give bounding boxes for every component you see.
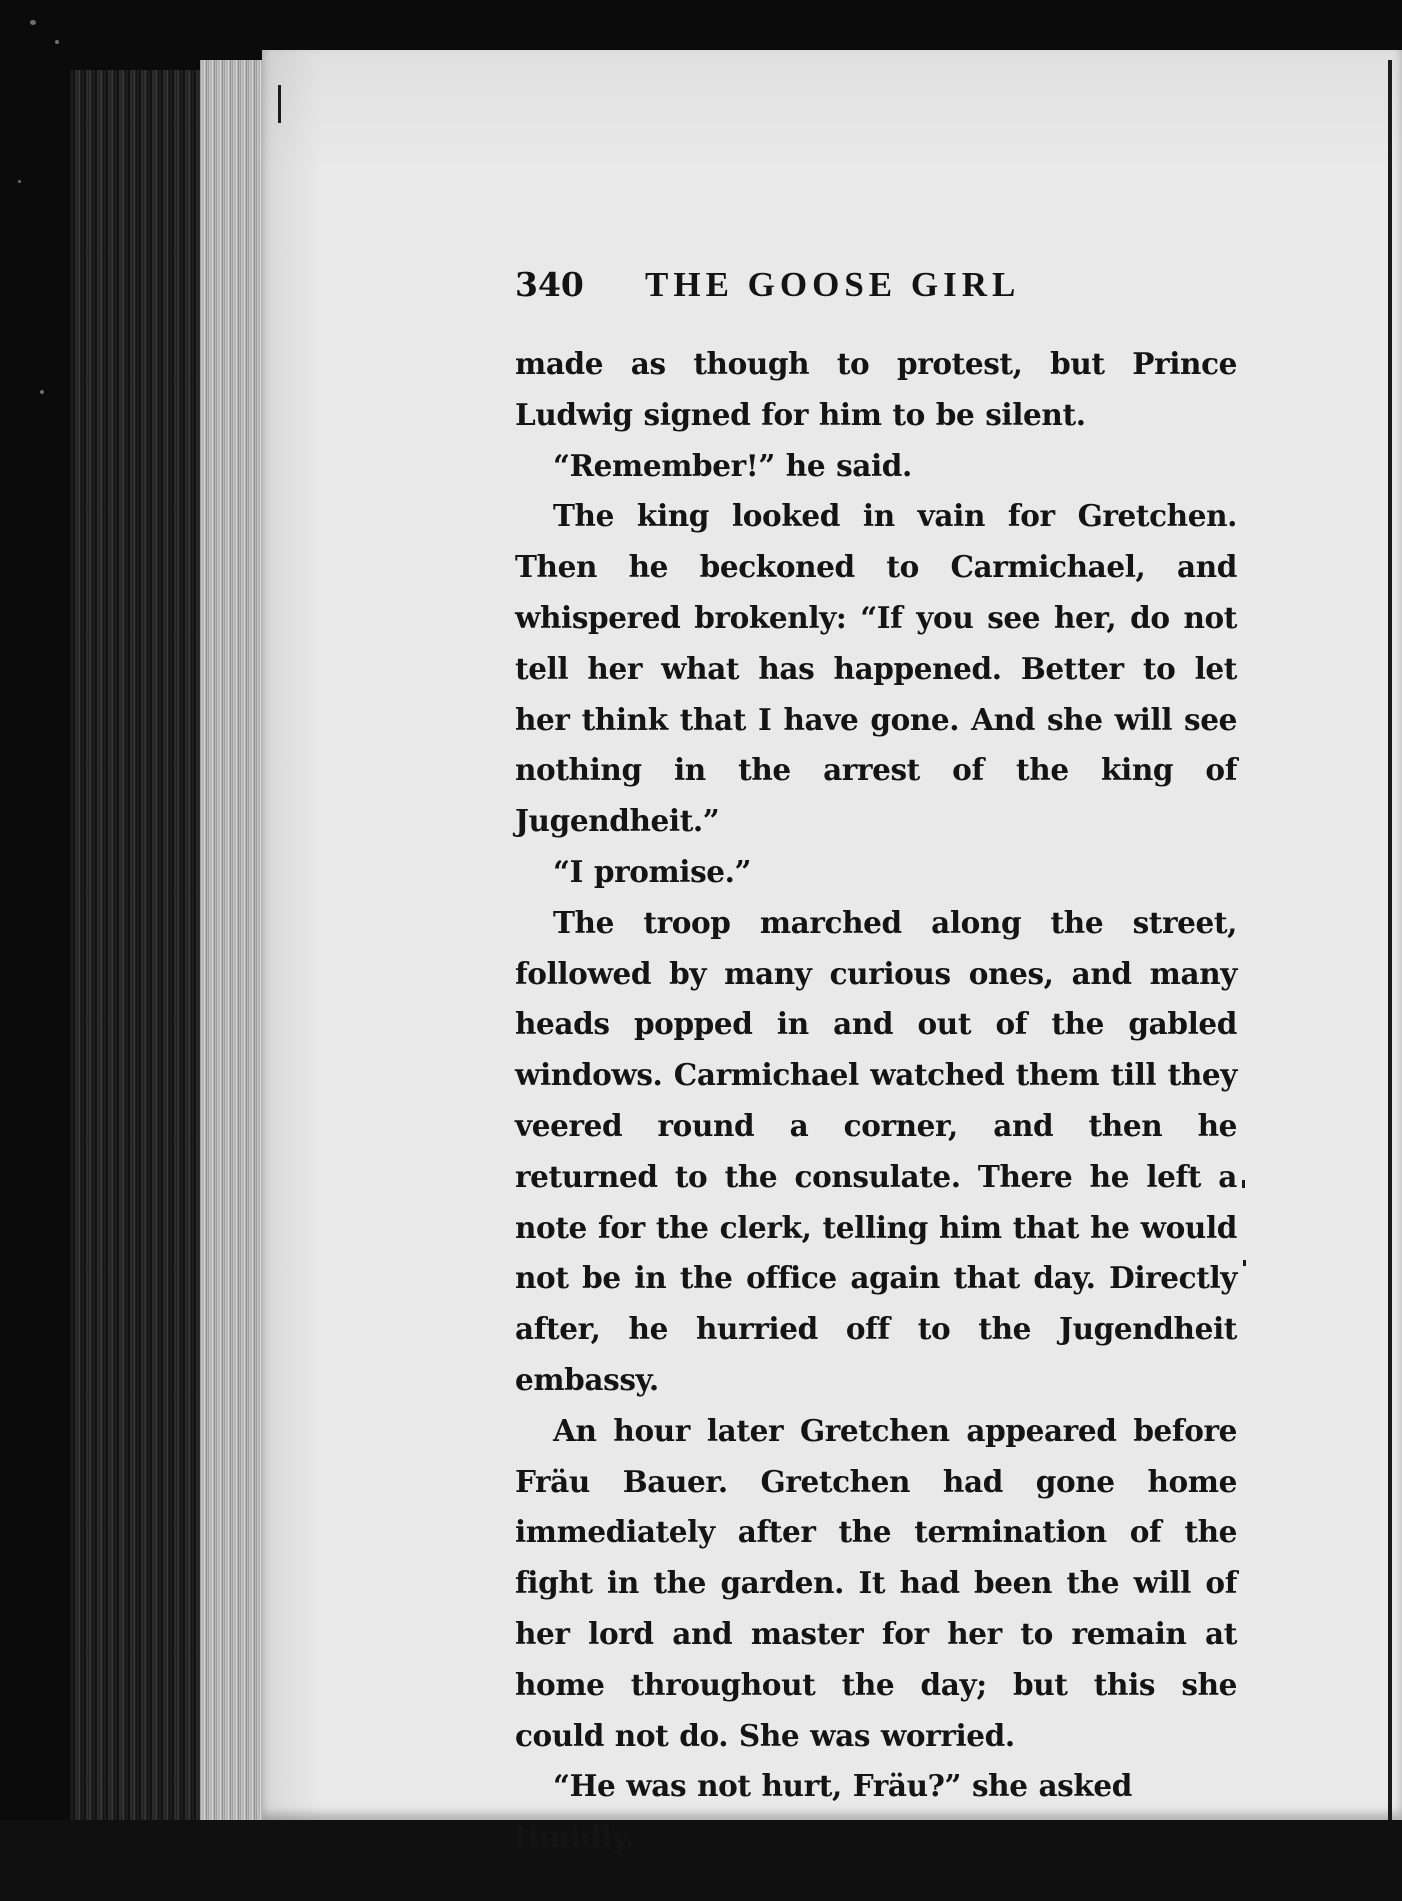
margin-mark (1243, 1260, 1246, 1266)
page-text-block (515, 265, 1237, 1863)
paragraph-king-looked: The king looked in vain for Gretchen. Then he beckoned to Carmichael, and whispered brokenly: “If you see her, do not tell her what has happened. Better to let her think that I have gone. And she will see nothing in the arrest of the king of Jugendheit.” (515, 498, 1237, 839)
margin-mark (278, 85, 281, 123)
paragraph-remember: “Remember!” he said. (553, 447, 912, 483)
paragraph-troop-marched: The troop marched along the street, followed by many curious ones, and many heads popped in and out of the gabled windows. Carmichael watched them till they veered round a corner, and then he returned to the consulate. There he left a note for the clerk, telling him that he would not be in the office again that day. Directly after, he hurried off to the Jugendheit embassy. (515, 904, 1237, 1397)
page-number: 340 (515, 265, 584, 304)
margin-mark (1242, 1180, 1245, 1188)
scan-speck (55, 40, 59, 44)
page-right-rim (1388, 60, 1392, 1820)
paragraph-not-hurt: “He was not hurt, Fräu?” she asked timidly. (515, 1768, 1133, 1855)
paragraph-continuation: made as though to protest, but Prince Ludwig signed for him to be silent. (515, 346, 1237, 432)
running-head (515, 265, 1237, 317)
book-title: THE GOOSE GIRL (645, 265, 1021, 304)
scan-speck (30, 20, 36, 25)
paragraph-hour-later: An hour later Gretchen appeared before Fräu Bauer. Gretchen had gone home immediately after the termination of the fight in the garden. It had been the will of her lord and master for her to remain at home throughout the day; but this she could not do. She was worried. (515, 1412, 1237, 1753)
scan-speck (18, 180, 21, 183)
paragraph-i-promise: “I promise.” (553, 853, 752, 889)
book-page-edges-light (200, 60, 262, 1830)
scan-speck (40, 390, 44, 394)
